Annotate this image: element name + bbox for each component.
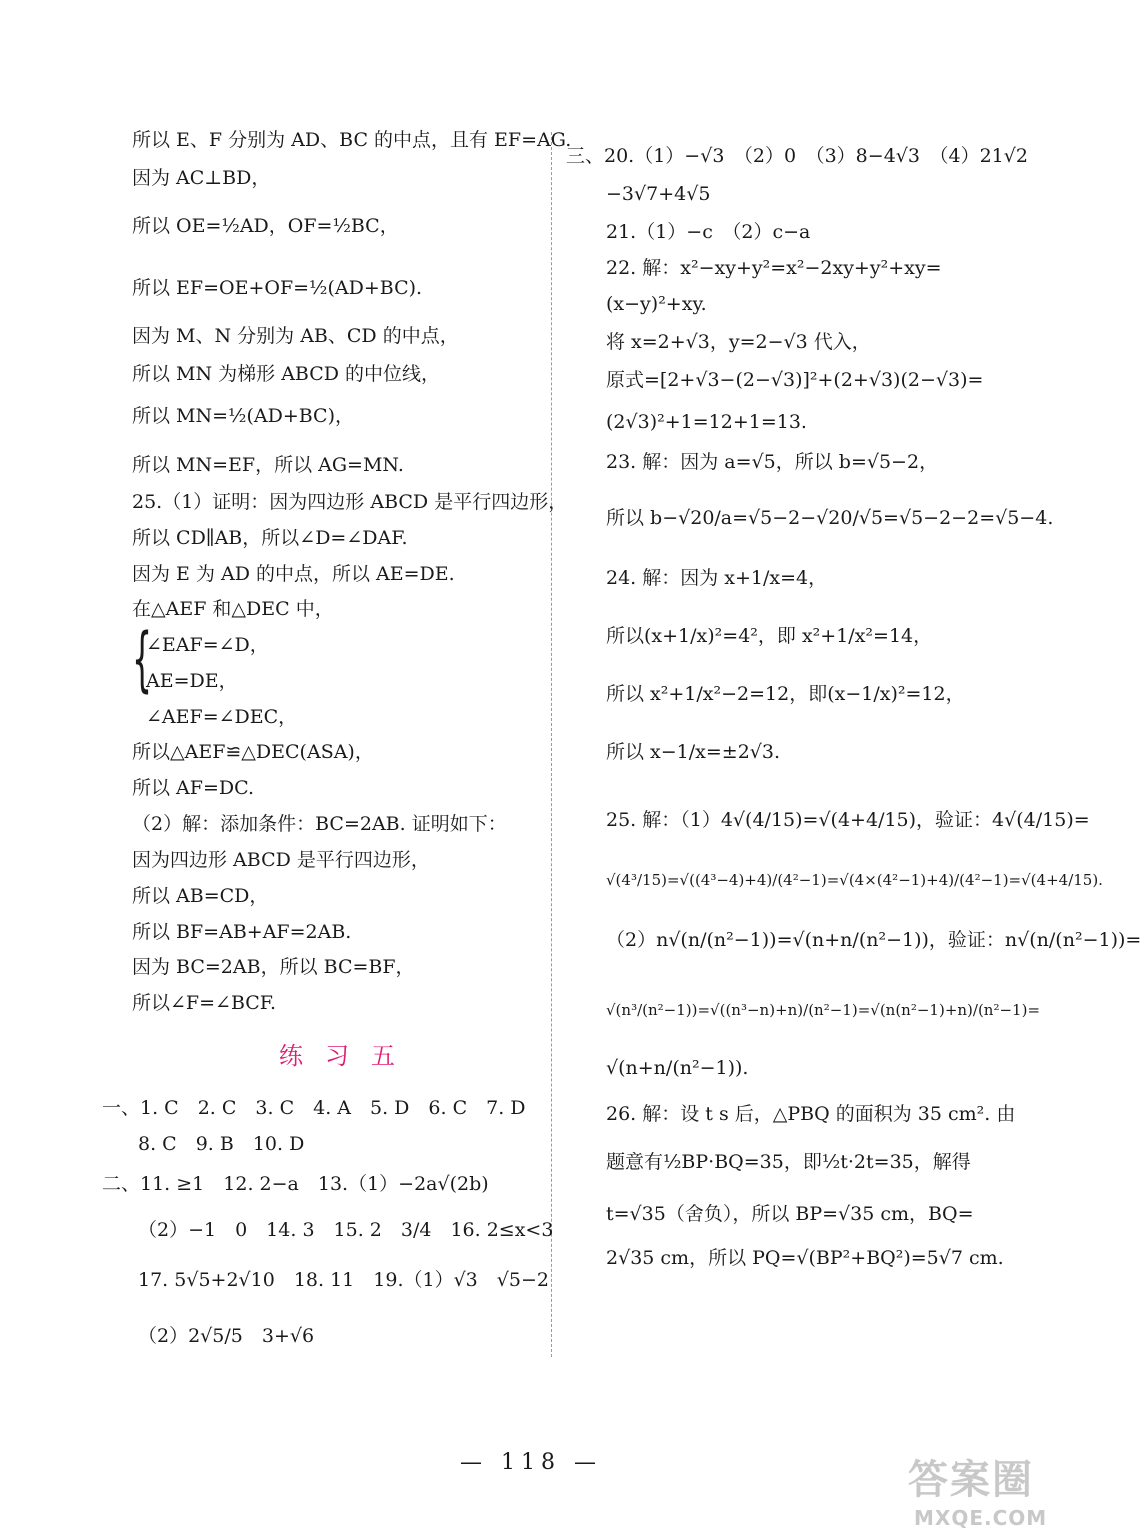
right-line-19: √(n+n/(n²−1)). bbox=[606, 1057, 749, 1079]
left-line-10: 所以 CD∥AB，所以∠D=∠DAF. bbox=[132, 527, 408, 549]
left-line-6: 所以 MN 为梯形 ABCD 的中位线， bbox=[132, 363, 441, 385]
right-line-20: 26. 解：设 t s 后，△PBQ 的面积为 35 cm². 由 bbox=[606, 1103, 1016, 1125]
left-line-9: 25.（1）证明：因为四边形 ABCD 是平行四边形， bbox=[132, 491, 568, 513]
answer-line-6: （2）2√5/5 3+√6 bbox=[138, 1325, 315, 1347]
left-line-2: 因为 AC⊥BD， bbox=[132, 167, 271, 189]
left-line-4: 所以 EF=OE+OF=½(AD+BC). bbox=[132, 277, 423, 299]
left-line-1: 所以 E、F 分别为 AD、BC 的中点，且有 EF=AG. bbox=[132, 129, 572, 151]
right-line-1: 三、20.（1）−√3 （2）0 （3）8−4√3 （4）21√2 bbox=[566, 145, 1028, 167]
left-line-20: 所以 AB=CD， bbox=[132, 885, 269, 907]
left-line-13: ∠EAF=∠D， bbox=[146, 634, 269, 656]
right-line-11: 24. 解：因为 x+1/x=4， bbox=[606, 567, 828, 589]
left-line-8: 所以 MN=EF，所以 AG=MN. bbox=[132, 454, 404, 476]
left-line-12: 在△AEF 和△DEC 中， bbox=[132, 598, 334, 620]
right-line-9: 23. 解：因为 a=√5，所以 b=√5−2， bbox=[606, 451, 939, 473]
left-line-22: 因为 BC=2AB，所以 BC=BF， bbox=[132, 956, 415, 978]
right-line-4: 22. 解：x²−xy+y²=x²−2xy+y²+xy= bbox=[606, 257, 942, 279]
right-line-2: −3√7+4√5 bbox=[606, 183, 711, 205]
right-line-23: 2√35 cm，所以 PQ=√(BP²+BQ²)=5√7 cm. bbox=[606, 1247, 1004, 1269]
column-divider bbox=[551, 132, 552, 1357]
left-line-21: 所以 BF=AB+AF=2AB. bbox=[132, 921, 352, 943]
left-line-17: 所以 AF=DC. bbox=[132, 777, 254, 799]
right-line-22: t=√35（舍负），所以 BP=√35 cm，BQ= bbox=[606, 1203, 974, 1225]
right-line-3: 21.（1）−c （2）c−a bbox=[606, 221, 811, 243]
left-line-18: （2）解：添加条件：BC=2AB. 证明如下： bbox=[132, 813, 507, 835]
left-line-19: 因为四边形 ABCD 是平行四边形， bbox=[132, 849, 430, 871]
answer-line-1: 一、1. C 2. C 3. C 4. A 5. D 6. C 7. D bbox=[102, 1097, 526, 1119]
section-title: 练习五 bbox=[279, 1042, 417, 1070]
left-line-14: AE=DE， bbox=[146, 670, 238, 692]
answer-line-5: 17. 5√5+2√10 18. 11 19.（1）√3 √5−2 bbox=[138, 1269, 549, 1291]
left-line-15: ∠AEF=∠DEC， bbox=[146, 706, 298, 728]
watermark-logo bbox=[904, 1448, 1054, 1530]
left-line-7: 所以 MN=½(AD+BC)， bbox=[132, 405, 355, 427]
answer-line-2: 8. C 9. B 10. D bbox=[138, 1133, 305, 1155]
right-line-14: 所以 x−1/x=±2√3. bbox=[606, 741, 781, 763]
watermark-text-top: 答案圈 bbox=[908, 1457, 1034, 1503]
right-line-16: √(4³/15)=√((4³−4)+4)/(4²−1)=√(4×(4²−1)+4)/(4²−1)=√(4+4/15). bbox=[606, 871, 1103, 889]
right-line-21: 题意有½BP·BQ=35，即½t·2t=35，解得 bbox=[606, 1151, 971, 1173]
left-line-5: 因为 M、N 分别为 AB、CD 的中点， bbox=[132, 325, 459, 347]
system-brace: { bbox=[132, 618, 153, 700]
right-line-17: （2）n√(n/(n²−1))=√(n+n/(n²−1))，验证：n√(n/(n²−1))= bbox=[606, 929, 1141, 951]
right-line-7: 原式=[2+√3−(2−√3)]²+(2+√3)(2−√3)= bbox=[606, 369, 984, 391]
right-line-18: √(n³/(n²−1))=√((n³−n)+n)/(n²−1)=√(n(n²−1)+n)/(n²−1)= bbox=[606, 1001, 1041, 1019]
left-line-3: 所以 OE=½AD，OF=½BC， bbox=[132, 215, 399, 237]
left-line-23: 所以∠F=∠BCF. bbox=[132, 992, 277, 1014]
answer-line-3: 二、11. ≥1 12. 2−a 13.（1）−2a√(2b) bbox=[102, 1173, 489, 1195]
right-line-13: 所以 x²+1/x²−2=12，即(x−1/x)²=12， bbox=[606, 683, 965, 705]
left-line-16: 所以△AEF≌△DEC(ASA)， bbox=[132, 741, 374, 763]
right-line-8: (2√3)²+1=12+1=13. bbox=[606, 411, 807, 433]
left-line-11: 因为 E 为 AD 的中点，所以 AE=DE. bbox=[132, 563, 455, 585]
right-line-15: 25. 解：（1）4√(4/15)=√(4+4/15)，验证：4√(4/15)= bbox=[606, 809, 1090, 831]
right-line-6: 将 x=2+√3，y=2−√3 代入， bbox=[606, 331, 871, 353]
answer-line-4: （2）−1 0 14. 3 15. 2 3/4 16. 2≤x<3 bbox=[138, 1219, 554, 1241]
right-line-10: 所以 b−√20/a=√5−2−√20/√5=√5−2−2=√5−4. bbox=[606, 507, 1054, 529]
page-number: — 118 — bbox=[460, 1450, 602, 1475]
right-line-12: 所以(x+1/x)²=4²，即 x²+1/x²=14， bbox=[606, 625, 933, 647]
watermark-text-bottom: MXQE.COM bbox=[914, 1506, 1048, 1530]
right-line-5: (x−y)²+xy. bbox=[606, 293, 707, 315]
